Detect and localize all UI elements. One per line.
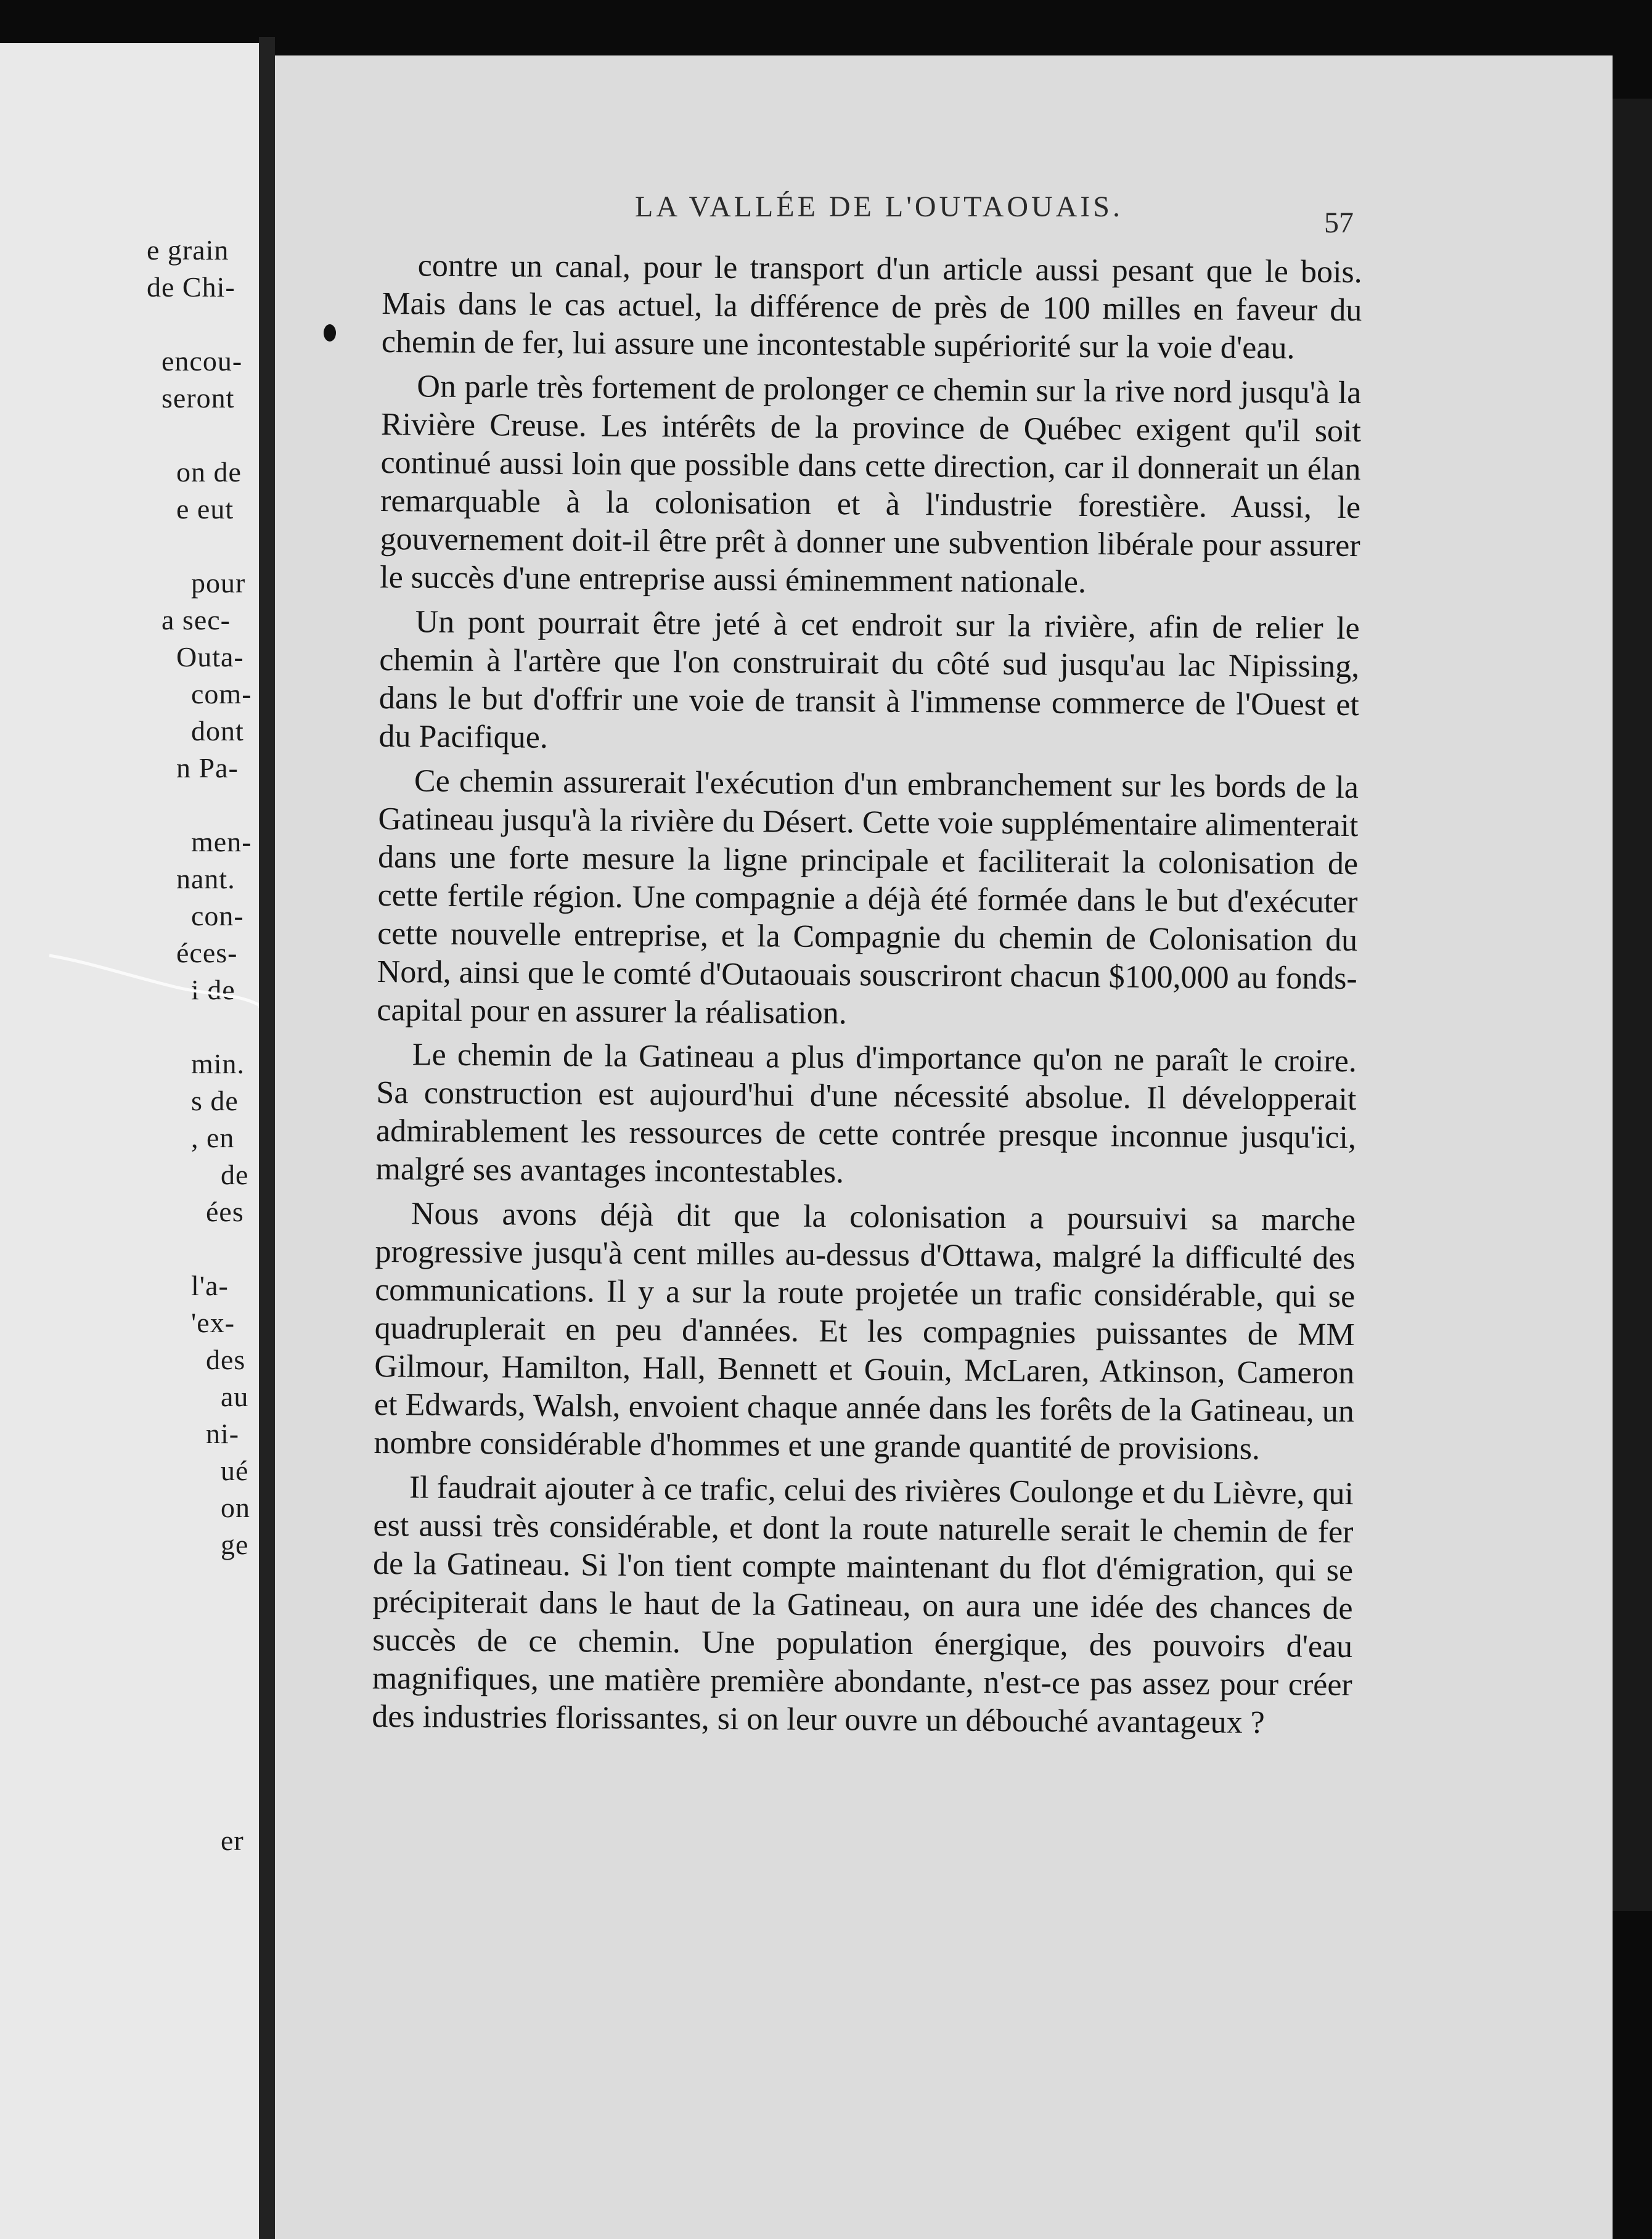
paragraph: On parle très fortement de prolonger ce chemin sur la rive nord jusqu'à la Rivière Creuse. Les intérêts de la province de Québec exigent qu'il soit continué aussi loin que possible dans cette direction, car il donnerait un élan remarquable à la colonisation et à l'industrie forestière. Aussi, le gouvernement doit-il être prêt à donner une subvention libérale pour assurer le succès d'une entreprise aussi éminemment nationale. [380,369,1362,600]
facing-page-line: i de [191,974,235,1005]
facing-page-line: au [221,1381,249,1412]
facing-page-line: ées [206,1196,244,1227]
facing-page-line: on [221,1492,250,1523]
facing-page-line: e grain [147,234,229,266]
facing-page-line: ué [221,1455,249,1486]
paragraph: Un pont pourrait être jeté à cet endroit sur la rivière, afin de relier le chemin à l'artère que l'on construirait du côté sud jusqu'au lac Nipissing, dans le but d'offrir une voie de transit à l'immense commerce de l'Ouest et du Pacifique. [378,604,1360,755]
facing-page-line: on de [176,456,242,488]
paragraph: Ce chemin assurerait l'exécution d'un embranchement sur les bords de la Gatineau jusqu'à la rivière du Désert. Cette voie supplémentaire alimenterait dans une forte mesure la ligne principale et faciliterait la colonisation de cette fertile région. Une compagnie a déjà été formée dans le but d'exécuter cette nouvelle entreprise, et la Compagnie du chemin de Colonisation du Nord, ainsi que le comté d'Outaouais souscriront chacun $100,000 au fonds-capital pour en assurer la réalisation. [377,763,1359,1031]
book-gutter [259,37,275,2239]
paragraph: Le chemin de la Gatineau a plus d'importance qu'on ne paraît le croire. Sa construction est aujourd'hui d'une nécessité absolue. Il développerait admirablement les ressources de cette contrée presque inconnue jusqu'ici, malgré ses avantages incontestables. [375,1037,1357,1190]
facing-page-line: com- [191,678,252,710]
paragraph: contre un canal, pour le transport d'un article aussi pesant que le bois. Mais dans le cas actuel, la différence de près de 100 milles en faveur du chemin de fer, lui assure une incontestable supériorité sur la voie d'eau. [381,248,1362,366]
facing-page [0,43,259,2239]
facing-page-line: , en [191,1122,235,1153]
facing-page-line: n Pa- [176,752,239,784]
page-number: 57 [1324,207,1354,239]
paper-tear-mark [49,937,259,1159]
facing-page-line: nant. [176,863,235,894]
facing-page-line: a sec- [162,604,231,636]
facing-page-line: ge [221,1529,249,1560]
facing-page-line: 'ex- [191,1307,235,1338]
facing-page-line: des [206,1344,246,1375]
facing-page-line: ni- [206,1418,240,1449]
facing-page-line: de Chi- [147,271,235,303]
facing-page-line: dont [191,715,244,747]
page-edge [1613,99,1652,1911]
facing-page-line: er [221,1825,244,1856]
facing-page-line: l'a- [191,1270,229,1301]
facing-page-line: e eut [176,493,234,525]
running-head: LA VALLÉE DE L'OUTAOUAIS. [635,190,1123,223]
facing-page-line: con- [191,900,244,931]
paragraph: Nous avons déjà dit que la colonisation a poursuivi sa marche progressive jusqu'à cent milles au-dessus d'Ottawa, malgré la difficulté des communications. Il y a sur la route projetée un trafic considérable, qui se quadruplerait en peu d'années. Et les compagnies puissantes de MM Gilmour, Hamilton, Hall, Bennett et Gouin, McLaren, Atkinson, Cameron et Edwards, Walsh, envoient chaque année dans les forêts de la Gatineau, un nombre considérable d'hommes et une grande quantité de provisions. [374,1196,1356,1467]
facing-page-line: men- [191,826,252,858]
facing-page-line: s de [191,1085,239,1116]
ink-blot [321,321,339,345]
facing-page-line: seront [162,382,235,414]
facing-page-line: Outa- [176,641,244,673]
facing-page-line: pour [191,567,246,599]
facing-page-line: éces- [176,937,238,968]
facing-page-line: encou- [162,345,243,377]
paragraph: Il faudrait ajouter à ce trafic, celui des rivières Coulonge et du Lièvre, qui est aussi très considérable, et dont la route naturelle serait le chemin de fer de la Gatineau. Si l'on tient compte maintenant du flot d'émigration, qui se précipiterait dans le haut de la Gatineau, on aura une idée des chances de succès de ce chemin. Une population énergique, des pouvoirs d'eau magnifiques, une matière première abondante, n'est-ce pas assez pour créer des industries florissantes, si on leur ouvre un débouché avantageux ? [372,1470,1354,1741]
facing-page-line: min. [191,1048,245,1079]
facing-page-line: de [221,1159,249,1190]
body-text [372,247,1362,1743]
